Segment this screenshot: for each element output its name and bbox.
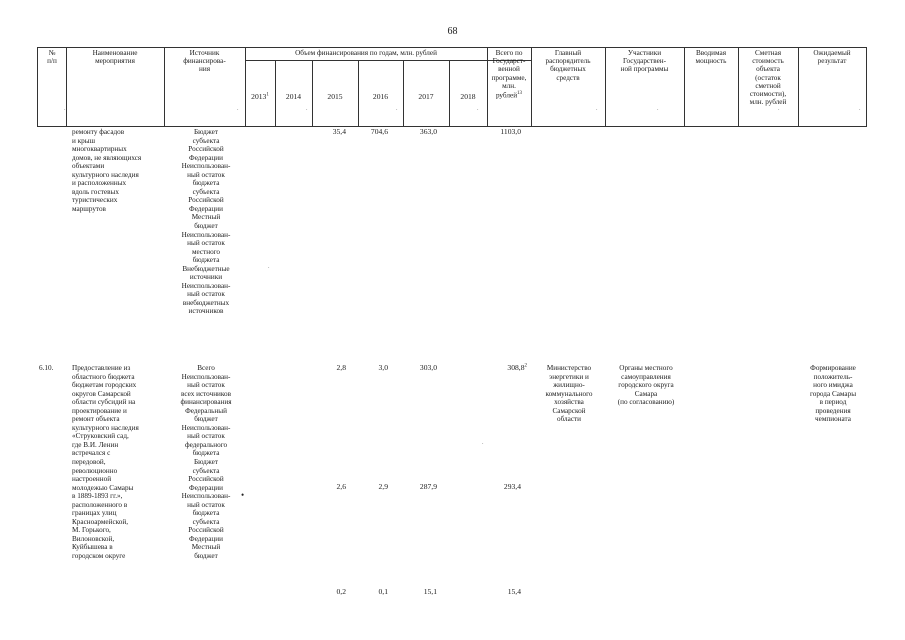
scan-dot: . [64, 106, 66, 112]
scan-dot: . [306, 106, 308, 112]
scan-dot: . [859, 106, 861, 112]
value-2017: 363,0 [419, 127, 437, 136]
regional-total: 293,4 [503, 482, 521, 491]
header-estimate: Сметная стоимость объекта (остаток сметной стоимости), млн. рублей [749, 49, 787, 107]
header-year-2015: 2015 [327, 92, 343, 101]
header-total: Всего по Государст- венной программе, млн. рублей$^{13}$ [491, 49, 527, 100]
funding-sources: Всего Неиспользован- ный остаток всех источников финансирования Федеральный бюджет Неиспользован- ный остаток федерального бюджета Бюджет субъекта Российской Федерации Неиспользован- ный остаток бюджета субъекта Российской Федерации Местный бюджет [180, 364, 232, 561]
regional-2016: 2,9 [378, 482, 388, 491]
page-number: 68 [447, 26, 458, 37]
scan-dot: . [596, 106, 598, 112]
value-total: 1103,0 [500, 127, 521, 136]
scan-dot: . [477, 106, 479, 112]
local-2015: 0,2 [336, 587, 346, 596]
measure-name: ремонту фасадов и крыш многоквартирных домов, не являющихся объектами культурного наследия и расположенных вдоль гостевых туристических маршрутов [72, 128, 142, 213]
header-source: Источник финансирова- ния [183, 49, 226, 74]
local-2016: 0,1 [378, 587, 388, 596]
local-2017: 15,1 [423, 587, 437, 596]
regional-2017: 287,9 [419, 482, 437, 491]
local-total: 15,4 [507, 587, 521, 596]
regional-2015: 2,6 [336, 482, 346, 491]
header-name: Наименование мероприятия [92, 49, 138, 66]
scan-dot: . [396, 106, 398, 112]
header-year-2014: 2014 [285, 92, 302, 101]
total-2016: 3,0 [378, 363, 388, 372]
scan-dot: . [482, 440, 484, 446]
header-funding-group: Объем финансирования по годам, млн. рублей [295, 49, 437, 57]
total-overall: 308,8$^2$ [507, 363, 527, 372]
header-year-2013: 2013$^1$ [251, 92, 269, 101]
scan-dot: . [237, 106, 239, 112]
header-result: Ожидаемый результат [813, 49, 851, 66]
scan-dot: . [657, 106, 659, 112]
program-participants: Органы местного самоуправления городского округа Самара (по согласованию) [617, 364, 675, 407]
total-2017: 303,0 [419, 363, 437, 372]
total-2015: 2,8 [336, 363, 346, 372]
header-year-2017: 2017 [418, 92, 434, 101]
header-capacity: Вводимая мощность [695, 49, 727, 66]
row-number: 6.10. [39, 364, 54, 372]
header-distributor: Главный распорядитель бюджетных средств [545, 49, 591, 82]
budget-distributor: Министерство энергетики и жилищно- коммунального хозяйства Самарской области [545, 364, 593, 424]
scan-dot: • [241, 490, 245, 500]
scan-dot: . [268, 264, 270, 270]
expected-result: Формирование положитель- ного имиджа города Самары в период проведения чемпионата [809, 364, 857, 424]
header-participants: Участники Государствен- ной программы [620, 49, 669, 74]
measure-name: Предоставление из областного бюджета бюджетам городских округов Самарской области субсидий на проектирование и ремонт объекта культурного наследия «Струковский сад, где В.И. Ленин встречался с передовой, революционно настроенной молодежью Самары в 1889-1893 гг.», расположенного в границах улиц Красноармейской, М. Горького, Вилоновской, Куйбышева в городском округе [72, 364, 139, 561]
scan-dot: . [778, 106, 780, 112]
header-num: № п/п [47, 49, 57, 66]
header-year-2016: 2016 [372, 92, 389, 101]
funding-sources: Бюджет субъекта Российской Федерации Неиспользован- ный остаток бюджета субъекта Российской Федерации Местный бюджет Неиспользован- ный остаток местного бюджета Внебюджетные источники Неиспользован- ный остаток внебюджетных источников [181, 128, 231, 316]
header-year-2018: 2018 [460, 92, 476, 101]
value-2016: 704,6 [370, 127, 388, 136]
value-2015: 35,4 [332, 127, 346, 136]
